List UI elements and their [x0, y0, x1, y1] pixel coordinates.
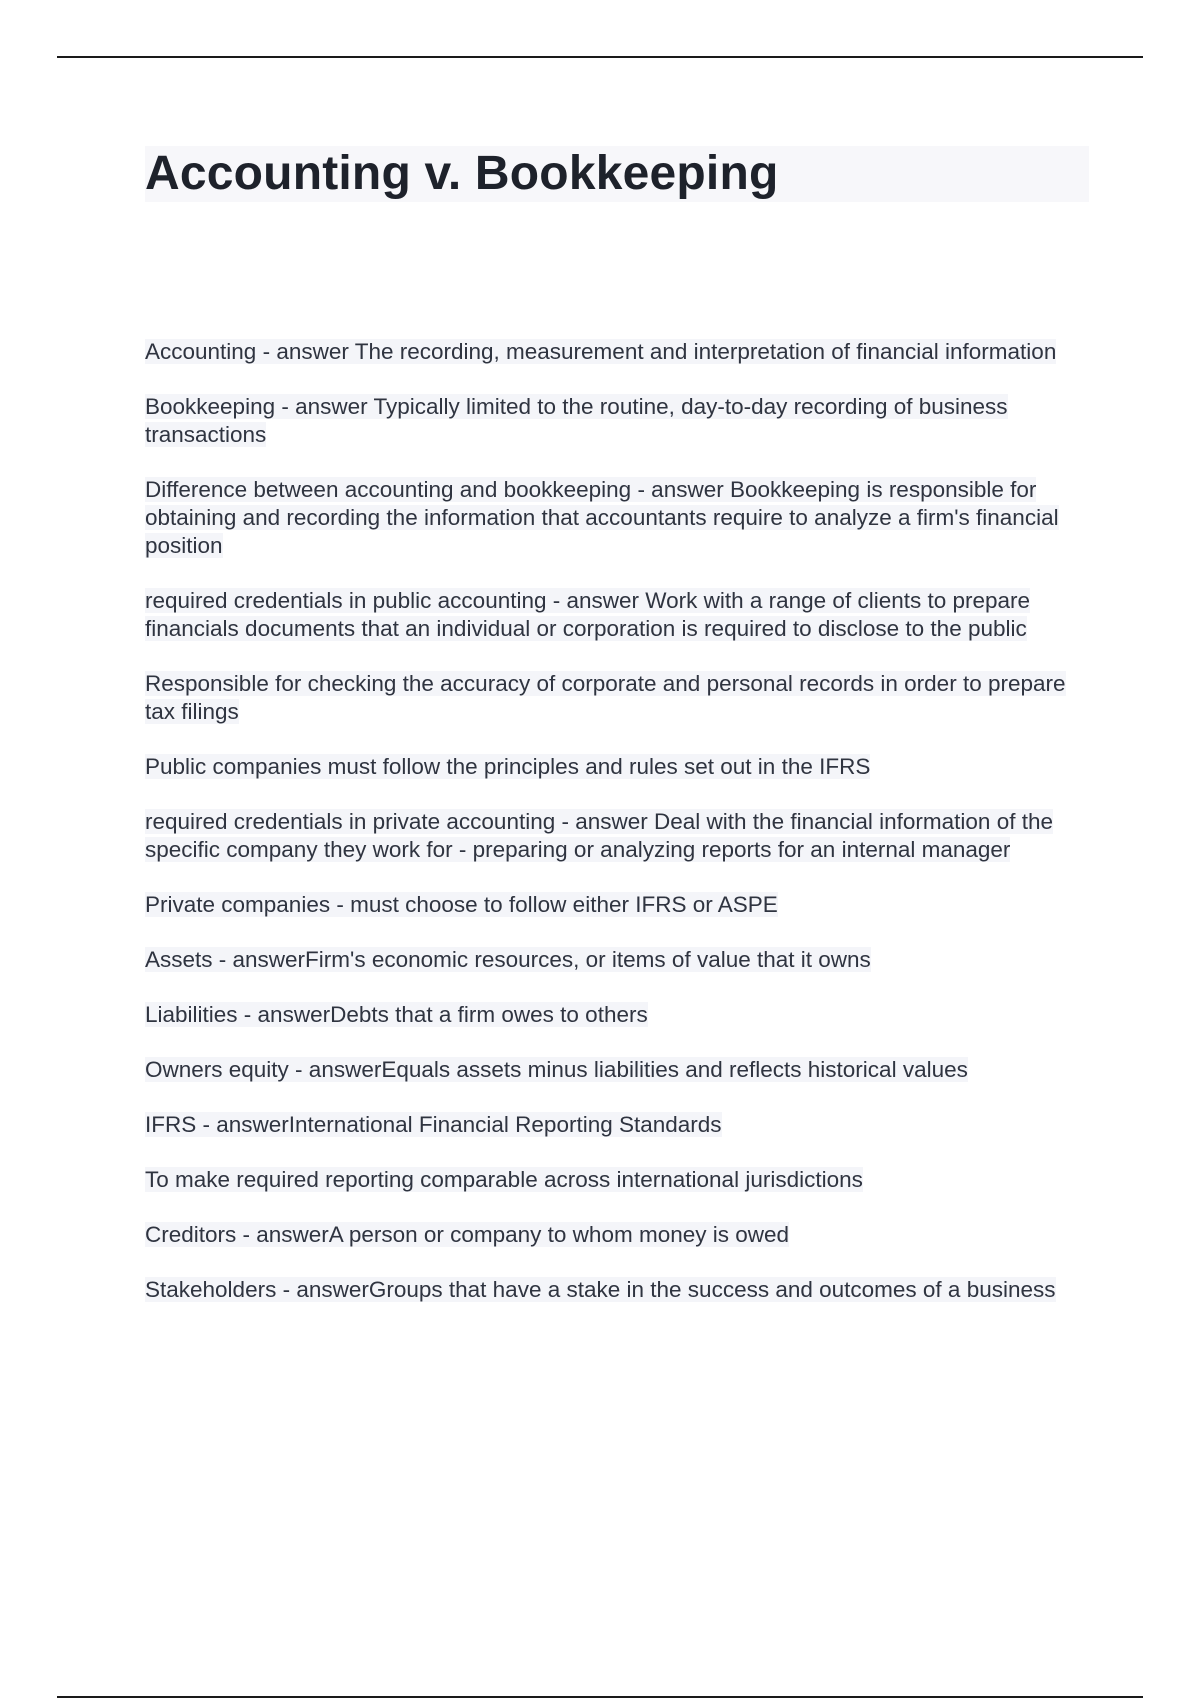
list-item	[145, 338, 1093, 366]
list-item	[145, 1221, 1093, 1249]
list-item	[145, 587, 1093, 643]
list-item-text: IFRS - answerInternational Financial Reporting Standards	[145, 1112, 722, 1137]
list-item-text: Owners equity - answerEquals assets minus liabilities and reflects historical values	[145, 1057, 968, 1082]
list-item	[145, 476, 1093, 560]
list-item-text: Accounting - answer The recording, measurement and interpretation of financial information	[145, 339, 1057, 364]
bottom-rule	[57, 1696, 1143, 1698]
list-item	[145, 946, 1093, 974]
list-item-text: Public companies must follow the principles and rules set out in the IFRS	[145, 754, 871, 779]
list-item	[145, 393, 1093, 449]
list-item	[145, 670, 1093, 726]
list-item	[145, 1276, 1093, 1304]
list-item-text: Assets - answerFirm's economic resources, or items of value that it owns	[145, 947, 871, 972]
list-item-text: Bookkeeping - answer Typically limited to the routine, day-to-day recording of business transactions	[145, 394, 1008, 447]
list-item	[145, 1001, 1093, 1029]
flashcard-list	[145, 338, 1093, 1331]
list-item-text: Private companies - must choose to follow either IFRS or ASPE	[145, 892, 778, 917]
top-rule	[57, 56, 1143, 58]
list-item	[145, 808, 1093, 864]
list-item-text: Creditors - answerA person or company to whom money is owed	[145, 1222, 790, 1247]
list-item-text: Liabilities - answerDebts that a firm owes to others	[145, 1002, 648, 1027]
list-item-text: required credentials in public accounting - answer Work with a range of clients to prepare financials documents that an individual or corporation is required to disclose to the public	[145, 588, 1031, 641]
list-item-text: required credentials in private accounting - answer Deal with the financial information of the specific company they work for - preparing or analyzing reports for an internal manager	[145, 809, 1053, 862]
list-item	[145, 1056, 1093, 1084]
page-title: Accounting v. Bookkeeping	[145, 147, 779, 200]
list-item	[145, 891, 1093, 919]
list-item-text: To make required reporting comparable across international jurisdictions	[145, 1167, 863, 1192]
list-item-text: Difference between accounting and bookkeeping - answer Bookkeeping is responsible for obtaining and recording the information that accountants require to analyze a firm's financial position	[145, 477, 1059, 558]
list-item-text: Responsible for checking the accuracy of corporate and personal records in order to prepare tax filings	[145, 671, 1066, 724]
list-item	[145, 753, 1093, 781]
list-item	[145, 1111, 1093, 1139]
list-item-text: Stakeholders - answerGroups that have a stake in the success and outcomes of a business	[145, 1277, 1056, 1302]
list-item	[145, 1166, 1093, 1194]
